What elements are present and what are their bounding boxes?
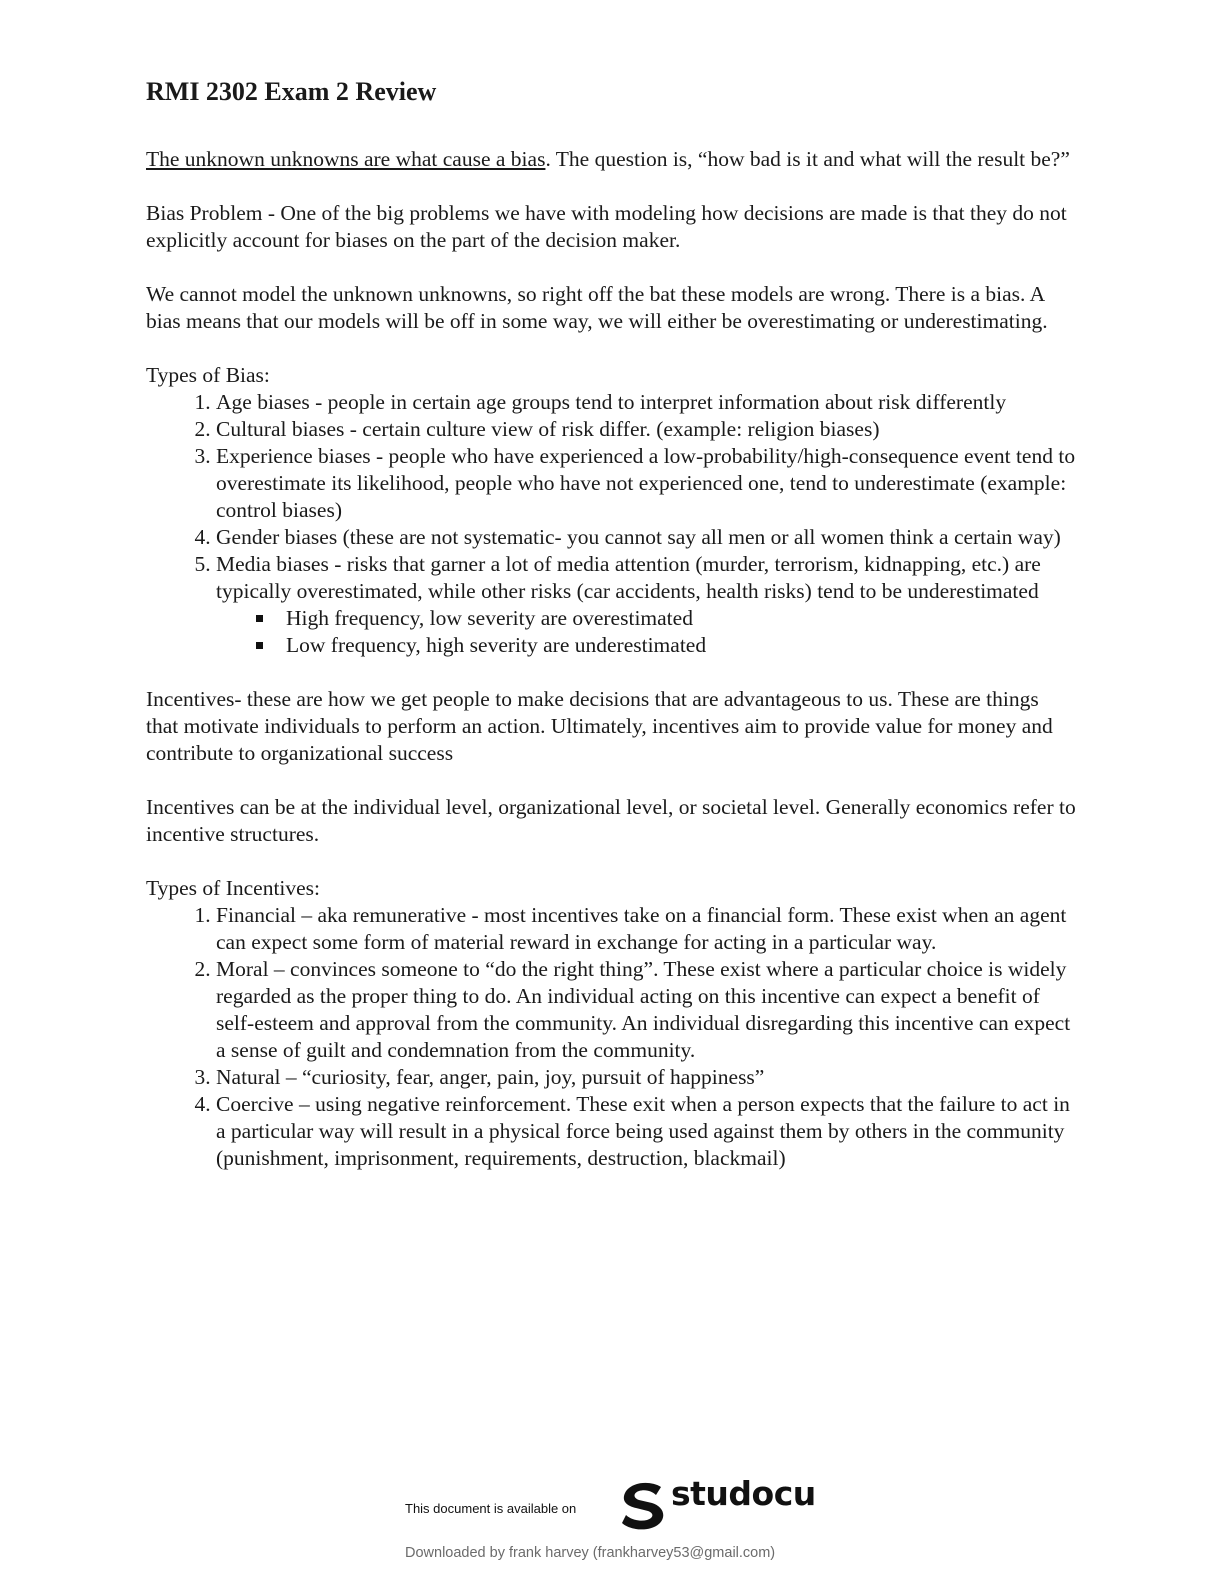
document-title: RMI 2302 Exam 2 Review — [146, 77, 437, 106]
sub-list-item-text: Low frequency, high severity are underestimated — [286, 633, 707, 657]
studocu-footer — [0, 1474, 1224, 1578]
sub-list-item-text: High frequency, low severity are overestimated — [286, 606, 693, 630]
list-item: 3. Experience biases - people who have experienced a low-probability/high-consequence event tend to overestimate its likelihood, people who have not experienced one, tend to underestimate (example: control biases) — [216, 443, 1076, 524]
incentives-definition-paragraph: Incentives- these are how we get people to make decisions that are advantageous to us. These are things that motivate individuals to perform an action. Ultimately, incentives aim to provide value for money and contribute to organizational success — [146, 687, 1053, 765]
list-item — [216, 551, 1076, 659]
unknown-unknowns-paragraph: We cannot model the unknown unknowns, so right off the bat these models are wrong. There is a bias. A bias means that our models will be off in some way, we will either be overestimating or underestimating. — [146, 282, 1048, 333]
list-item: 1. Financial – aka remunerative - most incentives take on a financial form. These exist when an agent can expect some form of material reward in exchange for acting in a particular way. — [216, 902, 1076, 956]
bias-types-list — [146, 389, 1076, 659]
downloaded-by-text: Downloaded by frank harvey (frankharvey53@gmail.com) — [405, 1545, 776, 1561]
sub-list-item — [256, 632, 1076, 659]
list-item: 2. Moral – convinces someone to “do the right thing”. These exist where a particular choice is widely regarded as the proper thing to do. An individual acting on this incentive can expect a benefit of self-esteem and approval from the community. An individual disregarding this incentive can expect a sense of guilt and condemnation from the community. — [216, 956, 1076, 1064]
intro-rest: . The question is, “how bad is it and what will the result be?” — [545, 147, 1070, 171]
underlined-phrase: The unknown unknowns are what cause a bias — [146, 147, 546, 171]
studocu-brand[interactable]: studocu — [671, 1474, 816, 1513]
media-biases-sublist — [216, 605, 1076, 659]
sub-list-item — [256, 605, 1076, 632]
list-item: 3. Natural – “curiosity, fear, anger, pain, joy, pursuit of happiness” — [216, 1064, 1076, 1091]
intro-paragraph — [146, 146, 1076, 173]
media-biases-text: Media biases - risks that garner a lot of media attention (murder, terrorism, kidnapping, etc.) are typically overestimated, while other risks (car accidents, health risks) tend to be underestimated — [216, 552, 1041, 603]
incentive-levels-paragraph: Incentives can be at the individual level, organizational level, or societal level. Generally economics refer to incentive structures. — [146, 795, 1076, 846]
bias-problem-paragraph: Bias Problem - One of the big problems we have with modeling how decisions are made is that they do not explicitly account for biases on the part of the decision maker. — [146, 201, 1067, 252]
bias-types-heading: Types of Bias: — [146, 363, 270, 387]
studocu-logo-icon[interactable] — [620, 1481, 666, 1531]
document-body — [146, 146, 1076, 1199]
list-item: 4. Gender biases (these are not systematic- you cannot say all men or all women think a certain way) — [216, 524, 1076, 551]
availability-text: This document is available on — [405, 1501, 577, 1516]
square-bullet-icon — [256, 642, 263, 649]
list-item: 1. Age biases - people in certain age groups tend to interpret information about risk differently — [216, 389, 1076, 416]
square-bullet-icon — [256, 615, 263, 622]
incentive-types-heading: Types of Incentives: — [146, 876, 321, 900]
incentive-types-list — [146, 902, 1076, 1172]
list-item: 4. Coercive – using negative reinforcement. These exit when a person expects that the failure to act in a particular way will result in a physical force being used against them by others in the community (punishment, imprisonment, requirements, destruction, blackmail) — [216, 1091, 1076, 1172]
list-item: 2. Cultural biases - certain culture view of risk differ. (example: religion biases) — [216, 416, 1076, 443]
